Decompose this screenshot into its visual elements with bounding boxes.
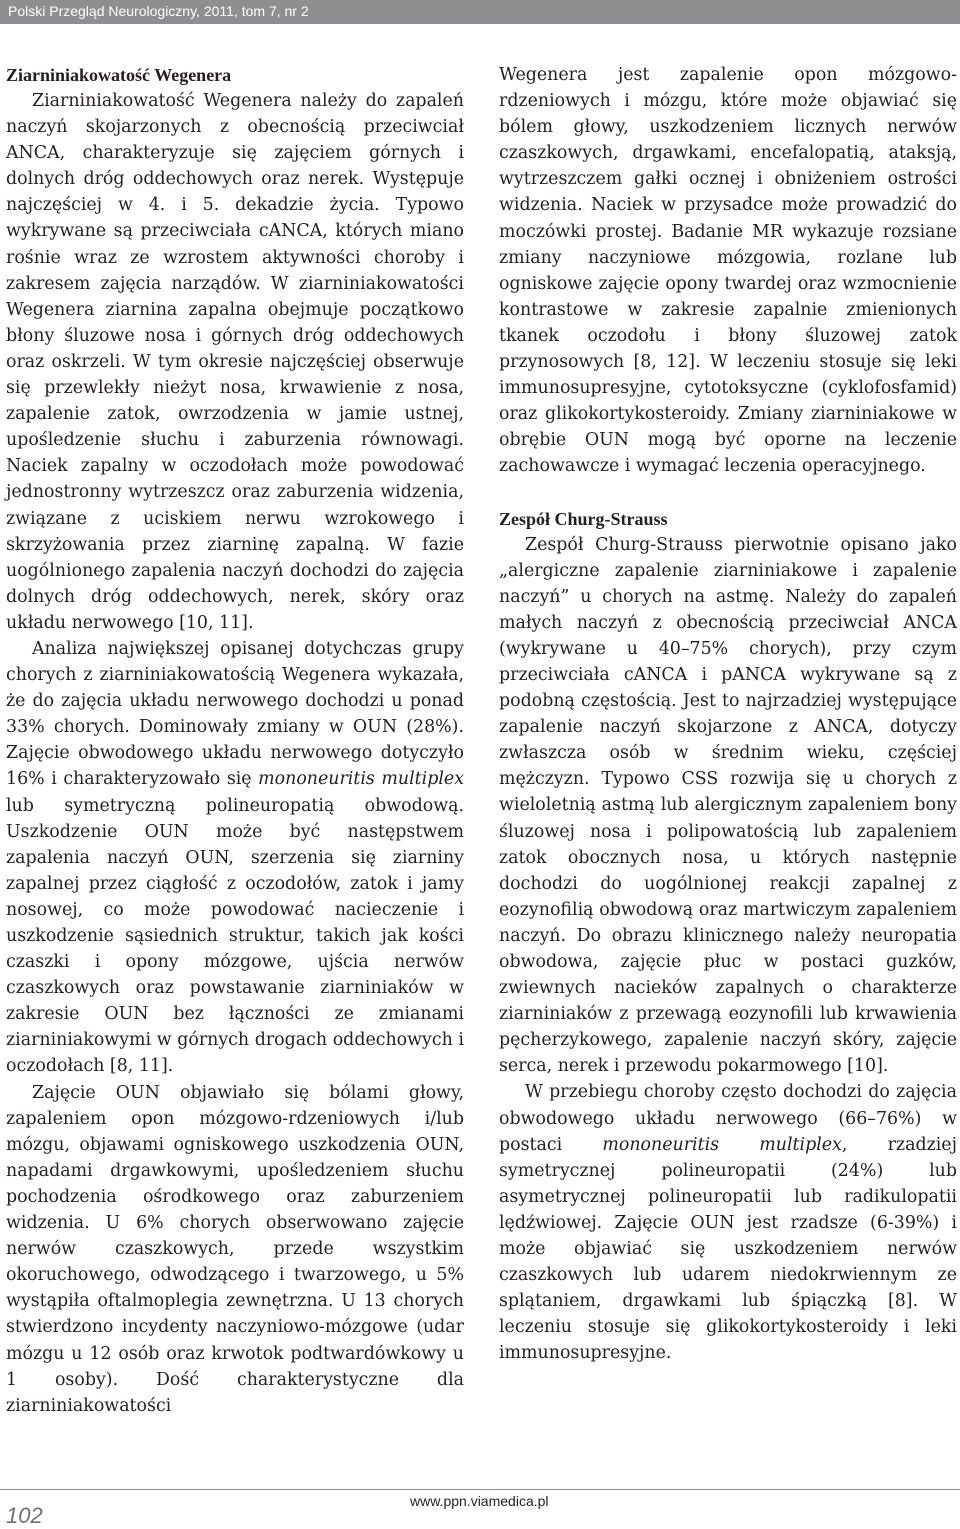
footer-url: www.ppn.viamedica.pl: [410, 1493, 549, 1509]
italic-term: mononeuritis multiplex: [602, 1134, 842, 1155]
text-run: lub symetryczną polineuropatią obwodową. Uszkodzenie OUN może być następstwem zapalenia naczyń OUN, szerzenia się ziarniny zapalnej przez ciągłość z oczodołów, zatok i jamy nosowej, co może powodować nacieczenie i uszkodzenie sąsiednich struktur, takich jak kości czaszki i opony mózgowe, ujścia nerwów czaszkowych oraz powstawanie ziarniniaków w zakresie OUN bez łączności ze zmianami ziarniniakowymi w górnych drogach oddechowych i oczodołach [8, 11].: [6, 795, 464, 1077]
footer-divider: [0, 1489, 960, 1490]
italic-term: mononeuritis multiplex: [258, 769, 464, 790]
section-heading-wegener: Ziarniniakowatość Wegenera: [6, 65, 232, 85]
paragraph: [499, 1079, 957, 1366]
paragraph: Zajęcie OUN objawiało się bólami głowy, zapaleniem opon mózgowo-rdzeniowych i/lub mózgu, objawami ogniskowego uszkodzenia OUN, napadami drgawkowymi, upośledzeniem słuchu pochodzenia ośrodkowego oraz zaburzeniem widzenia. U 6% chorych obserwowano zajęcie nerwów czaszkowych, przede wszystkim okoruchowego, odwodzącego i twarzowego, u 5% wystąpiła oftalmoplegia zewnętrzna. U 13 chorych stwierdzono incydenty naczyniowo-mózgowe (udar mózgu u 12 osób oraz krwotok podtwardówkowy u 1 osoby). Dość charakterystyczne dla ziarniniakowatości: [6, 1082, 464, 1416]
page-number: 102: [6, 1503, 43, 1528]
text-run: , rzadziej symetrycznej polineuropatii (24%) lub asymetrycznej polineuropatii lub radikulopatii lędźwiowej. Zajęcie OUN jest rzadsze (6-39%) i może objawiać się uszkodzeniem nerwów czaszkowych lub udarem niedokrwiennym ze splątaniem, drgawkami lub śpiączką [8]. W leczeniu stosuje się glikokortykosteroidy i leki immunosupresyjne.: [499, 1134, 957, 1364]
text-run: Analiza największej opisanej dotychczas grupy chorych z ziarniniakowatością Wegenera wykazała, że do zajęcia układu nerwowego dochodzi u ponad 33% chorych. Dominowały zmiany w OUN (28%). Zajęcie obwodowego układu nerwowego dotyczyło 16% i charakteryzowało się: [6, 638, 464, 790]
paragraph: Zespół Churg-Strauss pierwotnie opisano jako „alergiczne zapalenie ziarniniakowe i zapalenie naczyń” u chorych na astmę. Należy do zapaleń małych naczyń z obecnością przeciwciał ANCA (wykrywane u 40–75% chorych), przy czym przeciwciała cANCA i pANCA wykrywane są z podobną częstością. Jest to najrzadziej występujące zapalenie naczyń skojarzone z ANCA, dotyczy zwłaszcza osób w średnim wieku, częściej mężczyzn. Typowo CSS rozwija się u chorych z wieloletnią astmą lub alergicznym zapaleniem bony śluzowej nosa i polipowatością lub zapaleniem zatok obocznych nosa, u których następnie dochodzi do uogólnionej reakcji zapalnej z eozynofilią obwodową oraz martwiczym zapaleniem naczyń. Do obrazu klinicznego należy neuropatia obwodowa, zajęcie płuc w postaci guzków, zwiewnych nacieków zapalnych o charakterze ziarniniaków z przewagą eozynofili lub krwawienia pęcherzykowego, zapalenie naczyń skóry, zajęcie serca, nerek i przewodu pokarmowego [10].: [499, 534, 957, 1077]
right-column: [499, 62, 957, 1367]
paragraph: Ziarniniakowatość Wegenera należy do zapaleń naczyń skojarzonych z obecnością przeciwciał ANCA, charakteryzuje się zajęciem górnych i dolnych dróg oddechowych oraz nerek. Występuje najczęściej w 4. i 5. dekadzie życia. Typowo wykrywane są przeciwciała cANCA, których miano rośnie wraz ze wzrostem aktywności choroby i zakresem zajęcia narządów. W ziarniniakowatości Wegenera ziarnina zapalna obejmuje początkowo błony śluzowe nosa i górnych dróg oddechowych oraz oskrzeli. W tym okresie najczęściej obserwuje się przewlekły nieżyt nosa, krwawienie z nosa, zapalenie zatok, owrzodzenia w jamie ustnej, upośledzenie słuchu i zaburzenia równowagi. Naciek zapalny w oczodołach może powodować jednostronny wytrzeszcz oraz zaburzenia widzenia, związane z uciskiem nerwu wzrokowego i skrzyżowania przez ziarninę zapalną. W fazie uogólnionego zapalenia naczyń dochodzi do zajęcia dolnych dróg oddechowych, nerek, skóry oraz układu nerwowego [10, 11].: [6, 91, 464, 633]
journal-header-bar: [0, 0, 960, 24]
journal-citation: Polski Przegląd Neurologiczny, 2011, tom 7, nr 2: [8, 3, 309, 19]
paragraph: [6, 636, 464, 1080]
left-column: [6, 62, 464, 1419]
paragraph-continued: Wegenera jest zapalenie opon mózgowo-rdzeniowych i mózgu, które może objawiać się bólem głowy, uszkodzeniem licznych nerwów czaszkowych, drgawkami, encefalopatią, ataksją, wytrzeszczem gałki ocznej i obniżeniem ostrości widzenia. Naciek w przysadce może prowadzić do moczówki prostej. Badanie MR wykazuje rozsiane zmiany naczyniowe mózgowia, rozlane lub ogniskowe zajęcie opony twardej oraz wzmocnienie kontrastowe w zakresie zapalnie zmienionych tkanek oczodołu i błony śluzowej zatok przynosowych [8, 12]. W leczeniu stosuje się leki immunosupresyjne, cytotoksyczne (cyklofosfamid) oraz glikokortykosteroidy. Zmiany ziarniniakowe w obrębie OUN mogą być oporne na leczenie zachowawcze i wymagać leczenia operacyjnego.: [499, 65, 957, 477]
text-run: W przebiegu choroby często dochodzi do zajęcia obwodowego układu nerwowego (66–76%) w postaci: [499, 1082, 957, 1155]
section-heading-churg-strauss: Zespół Churg-Strauss: [499, 508, 668, 529]
